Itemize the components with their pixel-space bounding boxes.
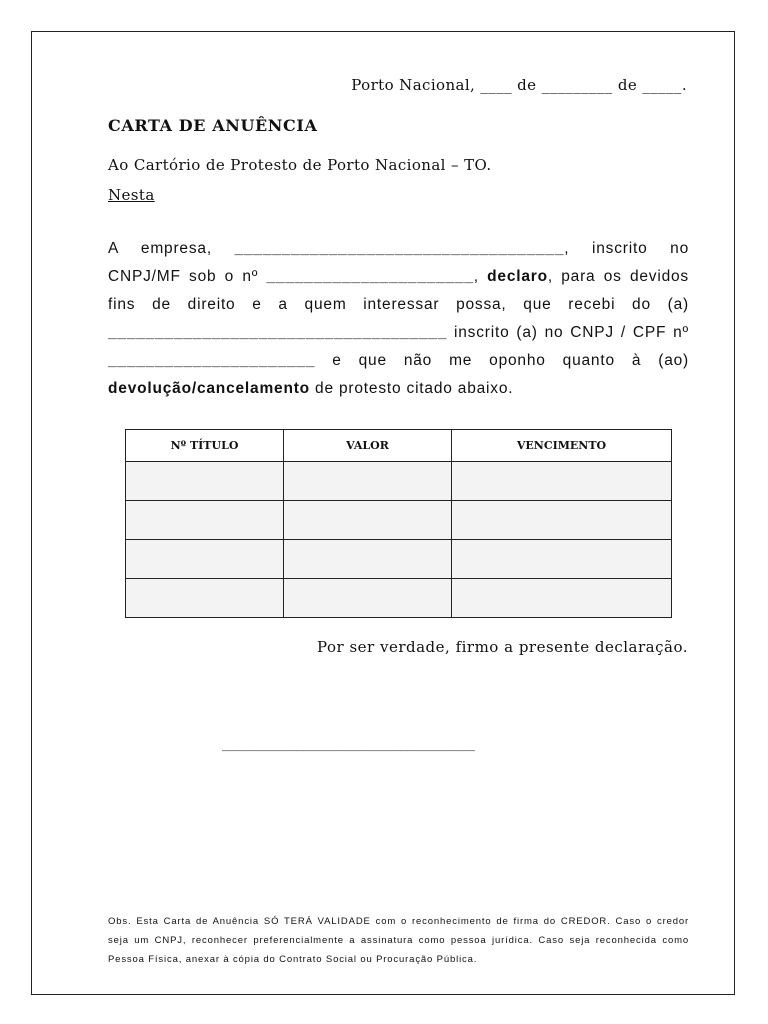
- body-text-6: e que não me oponho quanto à (ao): [315, 352, 689, 369]
- cell-vencimento[interactable]: [452, 501, 672, 540]
- signature-line: __________________________________: [222, 737, 475, 752]
- body-text-5: inscrito (a) no CNPJ / CPF nº: [447, 324, 689, 341]
- header-vencimento: VENCIMENTO: [452, 430, 672, 462]
- recipient-line: Ao Cartório de Protesto de Porto Nacional – TO.: [108, 156, 492, 174]
- cell-vencimento[interactable]: [452, 540, 672, 579]
- cell-vencimento[interactable]: [452, 462, 672, 501]
- table-row: [126, 540, 672, 579]
- creditor-doc-blank: ______________________: [108, 352, 316, 369]
- body-text-4: , para os devidos fins de direito e a quem interessar possa, que recebi do (a): [108, 268, 689, 313]
- cell-numero-titulo[interactable]: [126, 540, 284, 579]
- body-text-1: A empresa,: [108, 240, 235, 257]
- cell-valor[interactable]: [284, 579, 452, 618]
- body-text-2: , inscrito no CNPJ/MF sob o nº: [108, 240, 689, 285]
- table-row: [126, 579, 672, 618]
- document-page: [31, 31, 735, 995]
- nesta-label: Nesta: [108, 186, 155, 204]
- date-line: Porto Nacional, ____ de _________ de _____.: [351, 76, 687, 94]
- creditor-name-blank: ____________________________________: [108, 324, 448, 341]
- cell-valor[interactable]: [284, 540, 452, 579]
- body-text-7: de protesto citado abaixo.: [309, 380, 514, 397]
- observation-note: Obs. Esta Carta de Anuência SÓ TERÁ VALIDADE com o reconhecimento de firma do CREDOR. Caso o credor seja um CNPJ, reconhecer preferencialmente a assinatura como pessoa jurídica. Caso seja reconhecida como Pessoa Física, anexar à cópia do Contrato Social ou Procuração Pública.: [108, 916, 689, 965]
- cnpj-blank: ______________________: [266, 268, 474, 285]
- table-row: [126, 462, 672, 501]
- cell-valor[interactable]: [284, 501, 452, 540]
- devolucao-cancelamento-word: devolução/cancelamento: [108, 380, 310, 397]
- document-title: CARTA DE ANUÊNCIA: [108, 116, 318, 135]
- titles-table: [125, 429, 672, 618]
- cell-numero-titulo[interactable]: [126, 462, 284, 501]
- company-name-blank: ___________________________________: [234, 240, 565, 257]
- body-text-3: ,: [473, 268, 488, 285]
- table-header-row: [126, 430, 672, 462]
- cell-valor[interactable]: [284, 462, 452, 501]
- declaro-word: declaro: [487, 268, 548, 285]
- header-valor: VALOR: [284, 430, 452, 462]
- cell-numero-titulo[interactable]: [126, 579, 284, 618]
- table-row: [126, 501, 672, 540]
- header-numero-titulo: Nº TÍTULO: [126, 430, 284, 462]
- declaration-paragraph: [108, 235, 689, 403]
- closing-statement: Por ser verdade, firmo a presente declaração.: [317, 638, 688, 656]
- cell-numero-titulo[interactable]: [126, 501, 284, 540]
- cell-vencimento[interactable]: [452, 579, 672, 618]
